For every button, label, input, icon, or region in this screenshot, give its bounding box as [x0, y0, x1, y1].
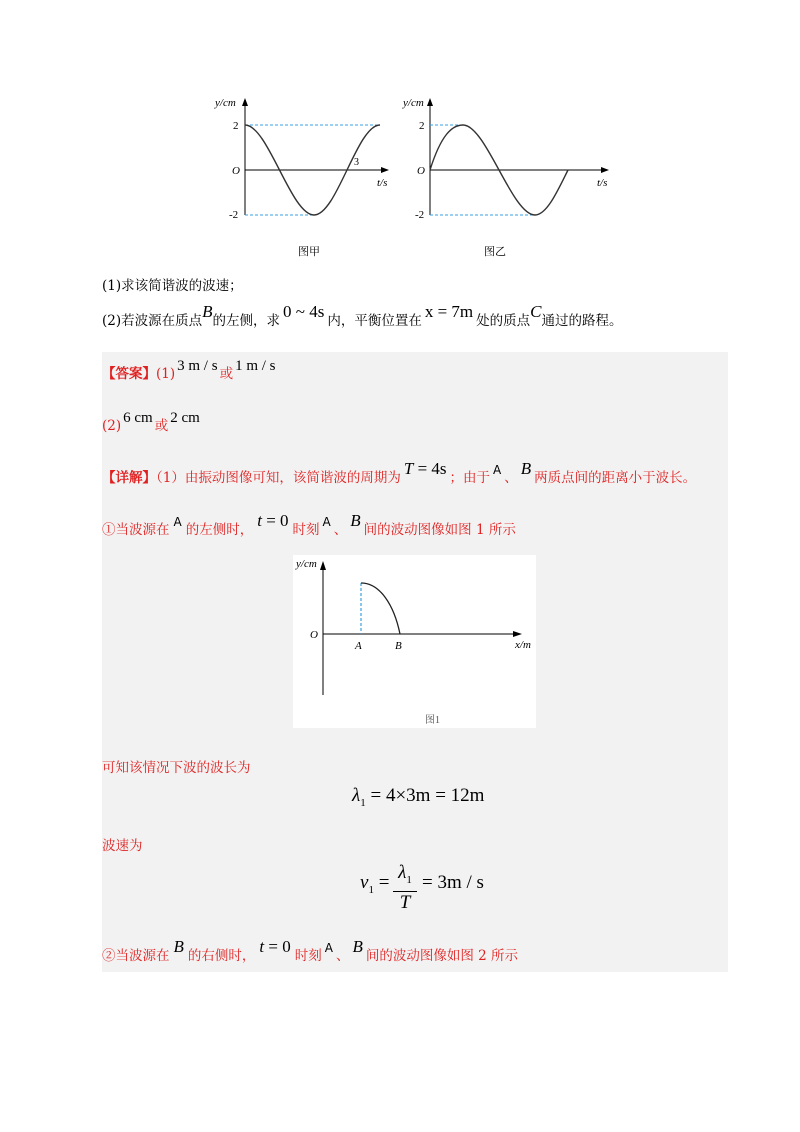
vibration-graphs [200, 90, 620, 260]
fig1-origin-label: O [310, 629, 318, 641]
graph-right [402, 97, 609, 258]
right-x-axis-label: t/s [597, 177, 608, 189]
right-origin-label: O [417, 165, 425, 177]
detail-line-5: ②当波源在 B 的右侧时， t = 0 时刻 A 、 B 间的波动图像如图 2 所示 [102, 937, 518, 964]
right-y-min: -2 [415, 209, 425, 221]
fig1-caption: 图1 [425, 715, 440, 726]
figure-1 [293, 555, 536, 728]
wave-segment [361, 583, 400, 634]
left-x-axis-label: t/s [377, 177, 388, 189]
detail-line-4: 波速为 [102, 838, 143, 854]
fig1-x-axis-label: x/m [515, 639, 531, 651]
left-origin-label: O [232, 165, 240, 177]
fig1-point-b: B [395, 640, 402, 652]
left-y-axis-label: y/cm [215, 97, 236, 109]
question-1: (1)求该简谐波的波速； [102, 278, 243, 294]
left-x-mark: 3 [354, 157, 359, 168]
fig1-point-a: A [355, 640, 362, 652]
answer-line-2: (2) 6 cm 或 2 cm [102, 410, 200, 434]
answer-line-1: 【答案】(1) 3 m / s 或 1 m / s [102, 358, 276, 382]
question-2: (2)若波源在质点B的左侧，求 0 ~ 4s 内，平衡位置在 x = 7m 处的质点C通过的路程。 [102, 302, 623, 329]
left-y-max: 2 [233, 120, 239, 132]
right-y-axis-label: y/cm [403, 97, 424, 109]
graph-left [214, 97, 389, 258]
detail-line-2: ①当波源在 A 的左侧时， t = 0 时刻 A 、 B 间的波动图像如图 1 所示 [102, 511, 516, 538]
detail-line-1: 【详解】（1）由振动图像可知，该简谐波的周期为 T = 4s ；由于 A 、 B 两质点间的距离小于波长。 [102, 459, 697, 486]
wavelength-equation: $\lambda_1 = 4\times 3m = 12m$ [352, 785, 485, 809]
detail-line-3: 可知该情况下波的波长为 [102, 760, 251, 776]
left-caption: 图甲 [298, 246, 320, 258]
fig1-y-axis-label: y/cm [296, 558, 317, 570]
right-y-max: 2 [419, 120, 425, 132]
right-caption: 图乙 [484, 246, 506, 258]
left-y-min: -2 [229, 209, 239, 221]
